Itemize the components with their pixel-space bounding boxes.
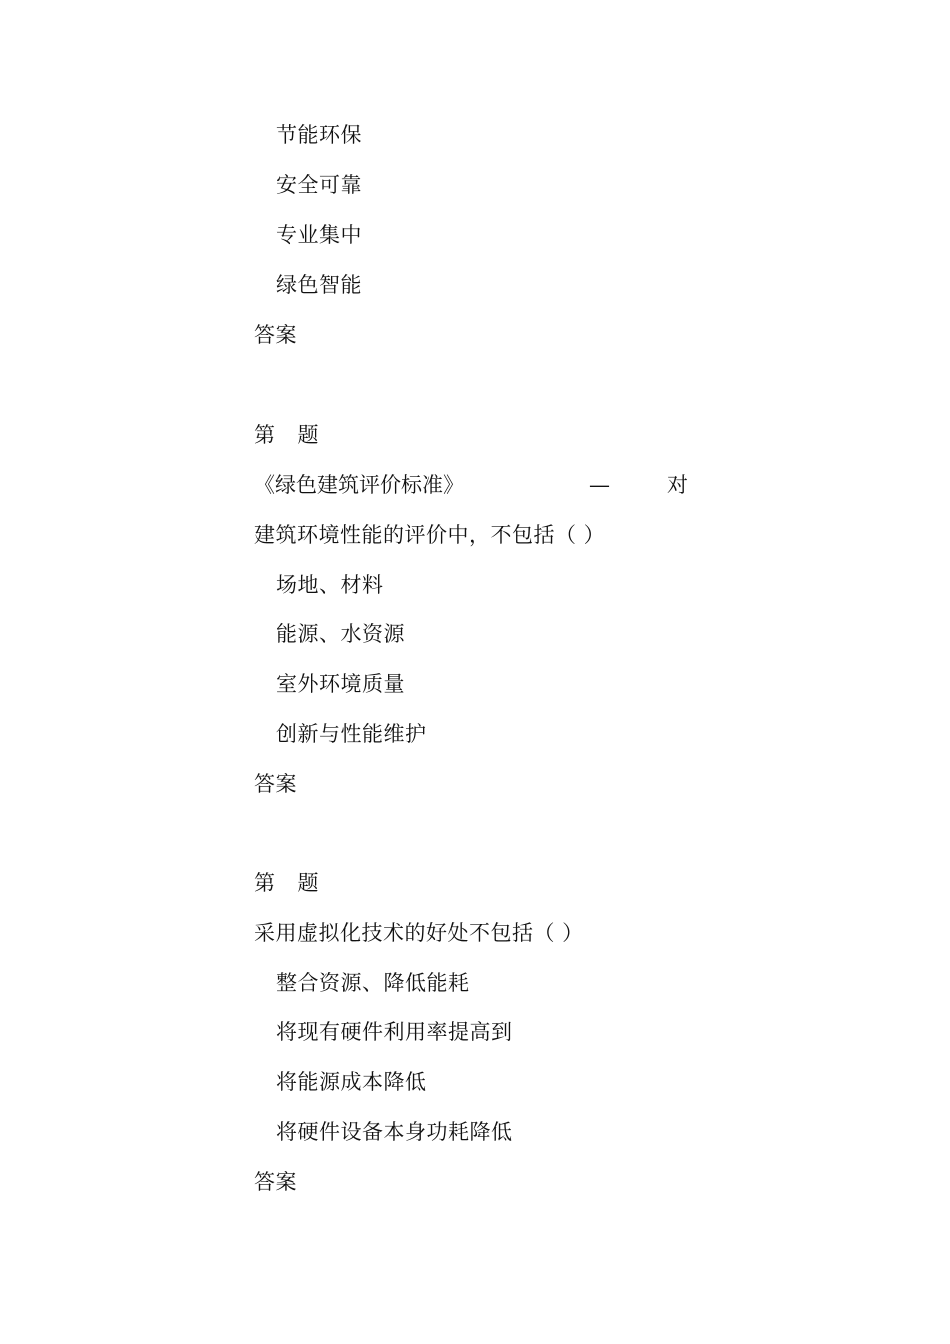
- answer-label: 答案: [254, 1170, 297, 1194]
- option-item: 整合资源、降低能耗: [276, 971, 470, 995]
- option-item: 将现有硬件利用率提高到: [276, 1020, 513, 1044]
- option-item: 将能源成本降低: [276, 1070, 427, 1094]
- option-item: 场地、材料: [276, 573, 384, 597]
- question-suffix: 题: [297, 871, 319, 895]
- option-item: 将硬件设备本身功耗降低: [276, 1120, 513, 1144]
- question-number: [254, 869, 319, 897]
- question-stem: 采用虚拟化技术的好处不包括（ ）: [254, 921, 584, 945]
- question-number: [254, 421, 319, 449]
- option-item: 绿色智能: [276, 273, 362, 297]
- option-item: 创新与性能维护: [276, 722, 427, 746]
- question-prefix: 第: [254, 423, 276, 447]
- question-stem-continuation: 对: [667, 473, 688, 497]
- option-item: 能源、水资源: [276, 622, 405, 646]
- question-suffix: 题: [297, 423, 319, 447]
- question-prefix: 第: [254, 871, 276, 895]
- option-item: 安全可靠: [276, 173, 362, 197]
- answer-label: 答案: [254, 772, 297, 796]
- question-stem-dash: —: [589, 473, 610, 497]
- option-item: 室外环境质量: [276, 672, 405, 696]
- question-stem: 建筑环境性能的评价中，不包括（ ）: [254, 523, 606, 547]
- answer-label: 答案: [254, 323, 297, 347]
- option-item: 节能环保: [276, 123, 362, 147]
- question-stem-title: 《绿色建筑评价标准》: [254, 473, 464, 497]
- option-item: 专业集中: [276, 223, 362, 247]
